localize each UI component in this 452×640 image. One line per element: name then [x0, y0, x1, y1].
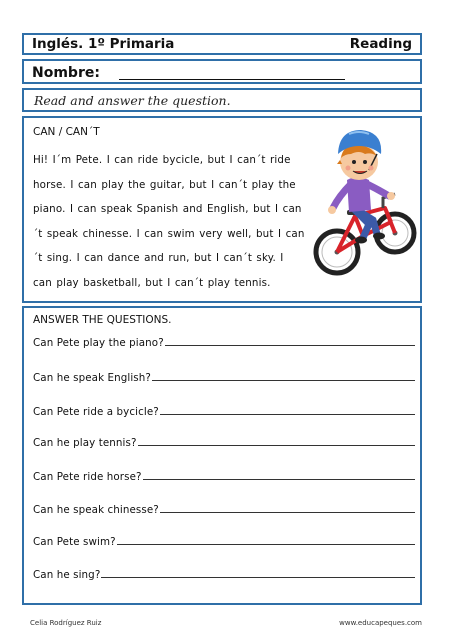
subject-title: Inglés. 1º Primaria: [32, 36, 175, 52]
answer-line[interactable]: [152, 380, 415, 381]
questions-heading: ANSWER THE QUESTIONS.: [33, 314, 172, 326]
name-blank-line[interactable]: [119, 79, 345, 80]
footer-author: Celia Rodríguez Ruiz: [30, 619, 102, 627]
boy-on-bicycle-illustration: [311, 124, 419, 286]
reading-heading: CAN / CAN´T: [33, 126, 100, 138]
question-row: [33, 368, 415, 384]
answer-line[interactable]: [165, 345, 415, 346]
question-text: Can he speak English?: [33, 372, 151, 384]
name-label: Nombre:: [32, 65, 100, 81]
question-row: [33, 467, 415, 483]
question-row: [33, 402, 415, 418]
reading-text: Hi! I´m Pete. I can ride bycicle, but I can´t ride horse. I can play the guitar, but I can´t play the piano. I can speak Spanish and English, but I can´t speak chinesse. I can swim very well, but I can´t sing. I can dance and run, but I can´t sky. I can play basketball, but I can´t play tennis.: [33, 154, 305, 289]
question-text: Can Pete play the piano?: [33, 337, 164, 349]
question-row: [33, 500, 415, 516]
answer-line[interactable]: [143, 479, 415, 480]
question-row: [33, 433, 415, 449]
section-title: Reading: [349, 36, 412, 52]
question-row: [33, 333, 415, 349]
answer-line[interactable]: [117, 544, 415, 545]
question-text: Can he sing?: [33, 569, 101, 581]
reading-box: [22, 116, 422, 303]
instruction-text: Read and answer the question.: [34, 93, 231, 108]
question-row: [33, 532, 415, 548]
question-text: Can Pete ride horse?: [33, 471, 142, 483]
questions-box: [22, 306, 422, 605]
question-row: [33, 565, 415, 581]
instruction-box: [22, 88, 422, 112]
question-text: Can he speak chinesse?: [33, 504, 159, 516]
answer-line[interactable]: [138, 445, 415, 446]
question-text: Can Pete swim?: [33, 536, 116, 548]
worksheet-header: [22, 33, 422, 55]
answer-line[interactable]: [160, 512, 415, 513]
question-text: Can Pete ride a bycicle?: [33, 406, 159, 418]
name-field-box: [22, 59, 422, 84]
answer-line[interactable]: [101, 577, 415, 578]
answer-line[interactable]: [160, 414, 415, 415]
question-text: Can he play tennis?: [33, 437, 137, 449]
footer-website[interactable]: www.educapeques.com: [339, 619, 422, 627]
